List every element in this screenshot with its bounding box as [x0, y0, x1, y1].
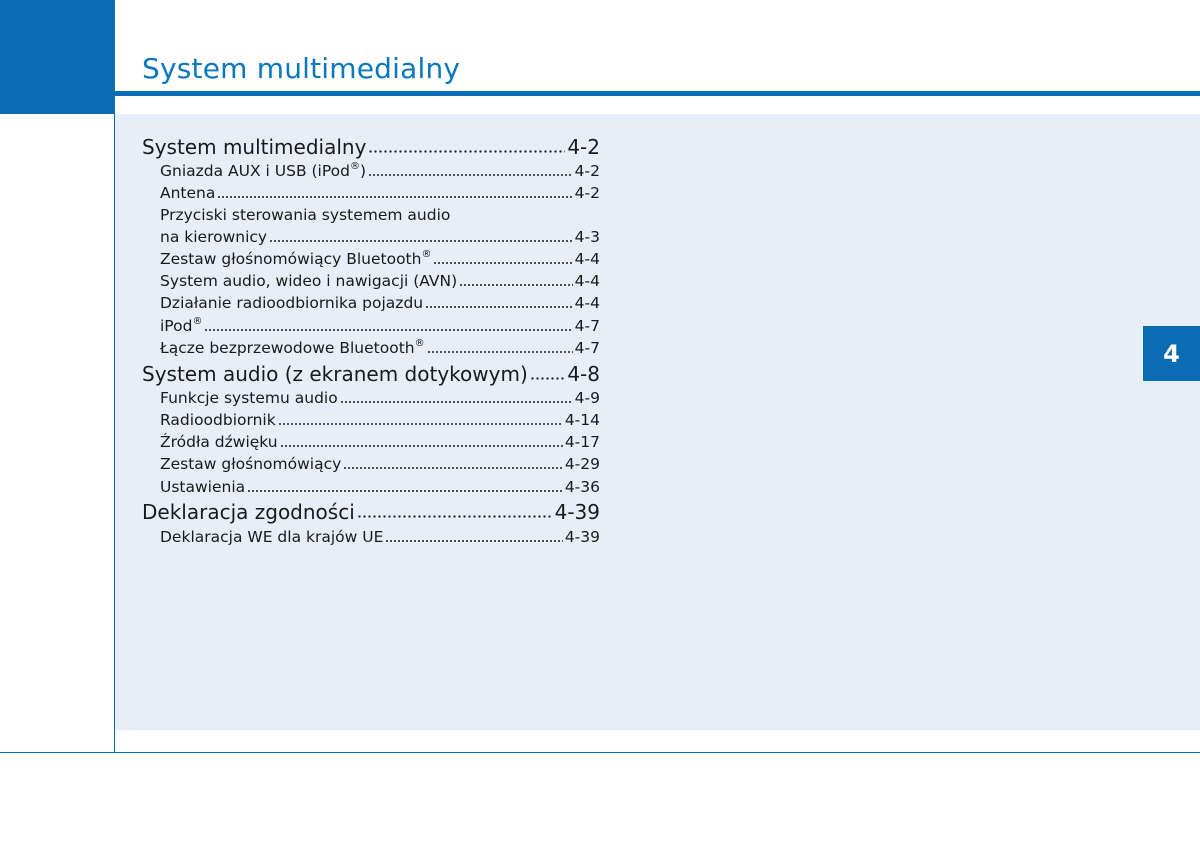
- toc-label: Działanie radioodbiornika pojazdu: [160, 294, 424, 312]
- dot-leader: [433, 249, 572, 270]
- toc-label: System multimedialny: [142, 135, 367, 159]
- toc-item[interactable]: [142, 454, 600, 475]
- toc-item[interactable]: [142, 161, 600, 182]
- toc-item[interactable]: [142, 183, 600, 204]
- toc-label: Radioodbiornik: [160, 411, 276, 429]
- toc-label: Ustawienia: [160, 478, 246, 496]
- corner-block: [0, 0, 114, 114]
- dot-leader: [340, 388, 573, 409]
- toc-label: Źródła dźwięku: [160, 433, 278, 451]
- toc-label: System audio, wideo i nawigacji (AVN): [160, 272, 458, 290]
- toc-item[interactable]: [142, 410, 600, 431]
- toc-label: iPod®: [160, 316, 203, 335]
- toc-label: Deklaracja zgodności: [142, 500, 355, 524]
- registered-mark: ®: [421, 249, 432, 260]
- toc-item[interactable]: [142, 388, 600, 409]
- registered-mark: ®: [349, 161, 360, 172]
- toc-heading[interactable]: [142, 134, 600, 160]
- toc-page-number: 4-29: [564, 455, 600, 473]
- chapter-tab[interactable]: 4: [1143, 326, 1200, 381]
- toc-page-number: 4-39: [554, 500, 600, 524]
- toc-page-number: 4-4: [574, 250, 600, 268]
- dot-leader: [459, 271, 573, 292]
- toc-label: Łącze bezprzewodowe Bluetooth®: [160, 338, 425, 357]
- dot-leader: [530, 361, 566, 387]
- toc-label: Zestaw głośnomówiący Bluetooth®: [160, 249, 432, 268]
- toc-label: Zestaw głośnomówiący: [160, 455, 342, 473]
- toc-item[interactable]: [142, 249, 600, 270]
- toc-page-number: 4-14: [564, 411, 600, 429]
- title-underline: [114, 91, 1200, 96]
- toc-page-number: 4-4: [574, 294, 600, 312]
- toc-item[interactable]: [142, 316, 600, 337]
- toc-label: Deklaracja WE dla krajów UE: [160, 528, 384, 546]
- toc-item[interactable]: [142, 338, 600, 359]
- toc-page-number: 4-8: [567, 362, 600, 386]
- toc-heading[interactable]: [142, 499, 600, 525]
- toc-item-line[interactable]: [142, 205, 600, 226]
- toc-item[interactable]: [142, 527, 600, 548]
- toc-item[interactable]: [142, 271, 600, 292]
- toc-page-number: 4-2: [567, 135, 600, 159]
- dot-leader: [247, 477, 563, 498]
- toc-label: na kierownicy: [160, 228, 268, 246]
- dot-leader: [357, 499, 553, 525]
- dot-leader: [368, 134, 565, 160]
- dot-leader: [343, 454, 563, 475]
- toc-page-number: 4-2: [574, 162, 600, 180]
- dot-leader: [278, 410, 563, 431]
- page-title: System multimedialny: [142, 52, 461, 85]
- dot-leader: [385, 527, 562, 548]
- toc-label: Funkcje systemu audio: [160, 389, 338, 407]
- dot-leader: [427, 338, 573, 359]
- dot-leader: [204, 316, 572, 337]
- toc-label: Przyciski sterowania systemem audio: [160, 206, 451, 224]
- toc-heading[interactable]: [142, 361, 600, 387]
- toc-page-number: 4-36: [564, 478, 600, 496]
- toc-page-number: 4-39: [564, 528, 600, 546]
- toc-item[interactable]: [142, 293, 600, 314]
- registered-mark: ®: [192, 316, 203, 327]
- bottom-rule: [0, 752, 1200, 753]
- toc-label: Antena: [160, 184, 216, 202]
- dot-leader: [217, 183, 572, 204]
- toc-page-number: 4-2: [574, 184, 600, 202]
- dot-leader: [280, 432, 563, 453]
- toc-page-number: 4-7: [574, 317, 600, 335]
- toc-label: System audio (z ekranem dotykowym): [142, 362, 528, 386]
- toc-page-number: 4-17: [564, 433, 600, 451]
- registered-mark: ®: [414, 338, 425, 349]
- toc-page-number: 4-9: [574, 389, 600, 407]
- dot-leader: [368, 161, 573, 182]
- toc-label: Gniazda AUX i USB (iPod®): [160, 161, 367, 180]
- toc-item[interactable]: [142, 477, 600, 498]
- toc-page-number: 4-7: [574, 339, 600, 357]
- dot-leader: [269, 227, 573, 248]
- toc-page-number: 4-3: [574, 228, 600, 246]
- toc-page-number: 4-4: [574, 272, 600, 290]
- dot-leader: [425, 293, 573, 314]
- toc-item[interactable]: [142, 432, 600, 453]
- toc-item[interactable]: [142, 227, 600, 248]
